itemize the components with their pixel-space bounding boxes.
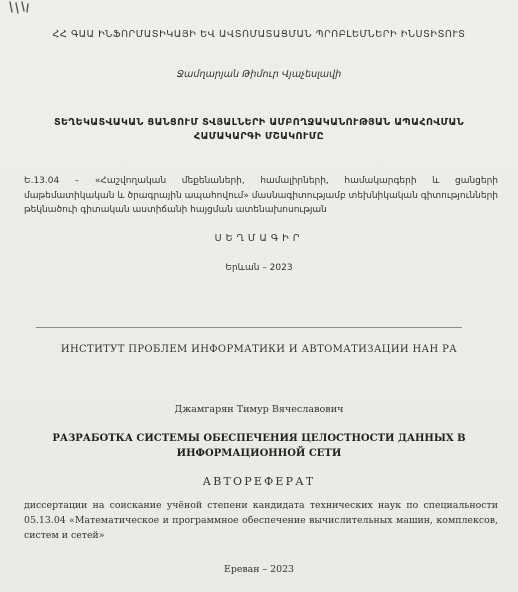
city-year-russian: Ереван – 2023 bbox=[223, 564, 294, 575]
abstract-heading-russian: АВТОРЕФЕРАТ bbox=[202, 475, 316, 488]
institute-name-russian: ИНСТИТУТ ПРОБЛЕМ ИНФОРМАТИКИ И АВТОМАТИЗАЦИИ НАН РА bbox=[60, 344, 458, 355]
author-name-russian: Джамгарян Тимур Вячеславович bbox=[174, 404, 344, 415]
institute-name-armenian: ՀՀ ԳԱԱ ԻՆՖՈՐՄԱՏԻԿԱՅԻ ԵՎ ԱՎՏՈՄԱՏԱՑՄԱՆ ՊՐՈԲԼԵՄՆԵՐԻ ԻՆՍՏԻՏՈՒՏ bbox=[52, 29, 466, 40]
city-year-armenian: Երևան – 2023 bbox=[225, 263, 293, 273]
thesis-title-russian-line1: РАЗРАБОТКА СИСТЕМЫ ОБЕСПЕЧЕНИЯ ЦЕЛОСТНОСТИ ДАННЫХ В bbox=[52, 433, 466, 444]
handwritten-mark bbox=[6, 0, 58, 16]
author-name-armenian: Ջամղարյան Թիմուր Վյաչեսլավի bbox=[176, 69, 342, 80]
thesis-title-armenian-line1: ՏԵՂԵԿԱՏՎԱԿԱՆ ՑԱՆՑՈՒՄ ՏՎՅԱԼՆԵՐԻ ԱՄԲՈՂՋԱԿԱՆՈՒԹՅԱՆ ԱՊԱՀՈՎՄԱՆ bbox=[53, 117, 465, 128]
specialty-armenian: Ե.13.04 – «Հաշվողական մեքենաների, համալիրների, համակարգերի և ցանցերի մաթեմատիկական և ծրագրային ապահովում» մասնագիտությամբ տեխնիկական գիտությունների թեկնածուի գիտական աստիճանի հայցման ատենախոսության bbox=[24, 176, 498, 215]
thesis-title-russian-line2: ИНФОРМАЦИОННОЙ СЕТИ bbox=[176, 448, 342, 459]
abstract-heading-armenian: ՍԵՂՄԱԳԻՐ bbox=[214, 233, 304, 244]
section-divider bbox=[36, 327, 462, 328]
specialty-russian: диссертации на соискание учёной степени кандидата технических наук по специальности 05.13.04 «Математическое и программное обеспечение вычислительных машин, комплексов, систем и сетей» bbox=[24, 500, 498, 541]
thesis-title-armenian-line2: ՀԱՄԱԿԱՐԳԻ ՄՇԱԿՈՒՄԸ bbox=[193, 131, 325, 142]
